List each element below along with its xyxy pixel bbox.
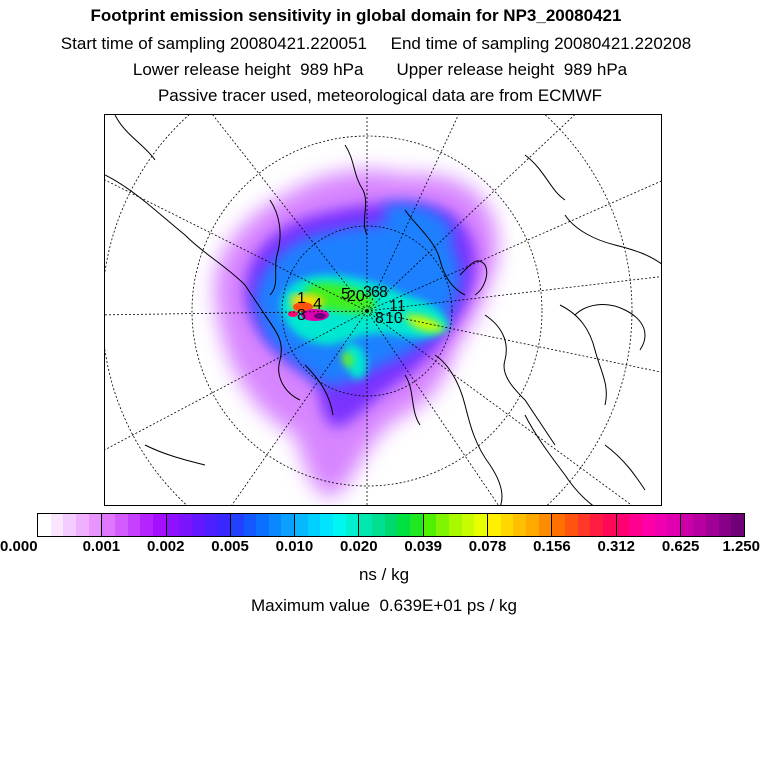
colorbar-swatch: [501, 514, 514, 536]
colorbar-swatch: [436, 514, 449, 536]
figure-title: Footprint emission sensitivity in global domain for NP3_20080421: [90, 6, 622, 25]
map-canvas: [105, 115, 662, 506]
colorbar-tick-label: 0.625: [661, 538, 700, 555]
colorbar-swatch: [295, 514, 308, 536]
colorbar-swatch: [281, 514, 295, 536]
colorbar-swatch: [693, 514, 706, 536]
colorbar-tick-label: 0.001: [82, 538, 121, 555]
colorbar-tick-label: 0.010: [275, 538, 314, 555]
colorbar-tick-label: 0.312: [597, 538, 636, 555]
colorbar-swatch: [578, 514, 591, 536]
colorbar-swatch: [359, 514, 372, 536]
colorbar-swatch: [128, 514, 141, 536]
colorbar-ticks: [0, 538, 768, 560]
colorbar-tick-label: 0.000: [0, 538, 38, 555]
colorbar-tick-label: 1.250: [722, 538, 760, 555]
colorbar-swatch: [488, 514, 501, 536]
colorbar-swatch: [617, 514, 630, 536]
colorbar-swatch: [217, 514, 231, 536]
colorbar-swatch: [89, 514, 103, 536]
colorbar-swatch: [231, 514, 244, 536]
colorbar: [37, 513, 745, 537]
colorbar-swatch: [719, 514, 732, 536]
station-label: 10: [385, 310, 403, 327]
station-label: 5: [341, 286, 350, 303]
colorbar-swatch: [706, 514, 719, 536]
station-label: 6: [371, 284, 380, 301]
colorbar-tick-label: 0.039: [404, 538, 442, 555]
colorbar-tick-label: 0.020: [340, 538, 378, 555]
station-label: 8: [375, 310, 384, 327]
colorbar-swatch: [474, 514, 488, 536]
colorbar-swatch: [424, 514, 437, 536]
station-label: 4: [313, 296, 322, 313]
station-label: 1: [297, 290, 306, 307]
colorbar-tick-label: 0.002: [146, 538, 185, 555]
colorbar-swatch: [731, 514, 744, 536]
colorbar-swatch: [449, 514, 462, 536]
colorbar-swatch: [539, 514, 553, 536]
colorbar-swatch: [346, 514, 360, 536]
colorbar-swatch: [681, 514, 694, 536]
colorbar-swatch: [192, 514, 205, 536]
colorbar-unit: ns / kg: [358, 565, 410, 584]
station-label: 20: [347, 288, 365, 305]
colorbar-swatch: [397, 514, 410, 536]
colorbar-swatch: [513, 514, 526, 536]
colorbar-swatch: [629, 514, 642, 536]
colorbar-swatch: [140, 514, 153, 536]
station-label: 11: [389, 298, 406, 315]
colorbar-swatch: [38, 514, 51, 536]
colorbar-swatch: [565, 514, 578, 536]
colorbar-swatch: [269, 514, 282, 536]
colorbar-swatch: [63, 514, 76, 536]
colorbar-swatch: [102, 514, 115, 536]
colorbar-swatch: [372, 514, 385, 536]
colorbar-swatch: [667, 514, 681, 536]
colorbar-swatch: [642, 514, 655, 536]
colorbar-swatch: [590, 514, 603, 536]
station-label: 8: [297, 307, 306, 324]
colorbar-tick-label: 0.078: [468, 538, 507, 555]
colorbar-swatch: [179, 514, 192, 536]
colorbar-tick-label: 0.005: [211, 538, 249, 555]
polar-map: [104, 114, 662, 506]
colorbar-swatch: [526, 514, 539, 536]
colorbar-swatch: [603, 514, 617, 536]
colorbar-swatch: [51, 514, 64, 536]
sampling-time-line: Start time of sampling 20080421.220051 End time of sampling 20080421.220208: [60, 34, 692, 53]
colorbar-swatch: [320, 514, 333, 536]
colorbar-swatch: [552, 514, 565, 536]
station-label: 3: [363, 284, 372, 301]
release-height-line: Lower release height 989 hPa Upper release height 989 hPa: [132, 60, 628, 79]
colorbar-tick-label: 0.156: [533, 538, 571, 555]
colorbar-swatch: [256, 514, 269, 536]
maximum-value: Maximum value 0.639E+01 ps / kg: [251, 596, 517, 615]
colorbar-swatch: [462, 514, 475, 536]
colorbar-swatch: [308, 514, 321, 536]
colorbar-swatch: [167, 514, 180, 536]
colorbar-swatch: [153, 514, 167, 536]
colorbar-swatch: [244, 514, 257, 536]
colorbar-swatch: [385, 514, 398, 536]
colorbar-swatch: [76, 514, 89, 536]
tracer-info-line: Passive tracer used, meteorological data are from ECMWF: [157, 86, 603, 105]
station-label: 8: [379, 284, 388, 301]
colorbar-swatch: [205, 514, 218, 536]
colorbar-swatch: [115, 514, 128, 536]
colorbar-swatch: [655, 514, 668, 536]
colorbar-swatch: [333, 514, 346, 536]
colorbar-swatch: [410, 514, 424, 536]
